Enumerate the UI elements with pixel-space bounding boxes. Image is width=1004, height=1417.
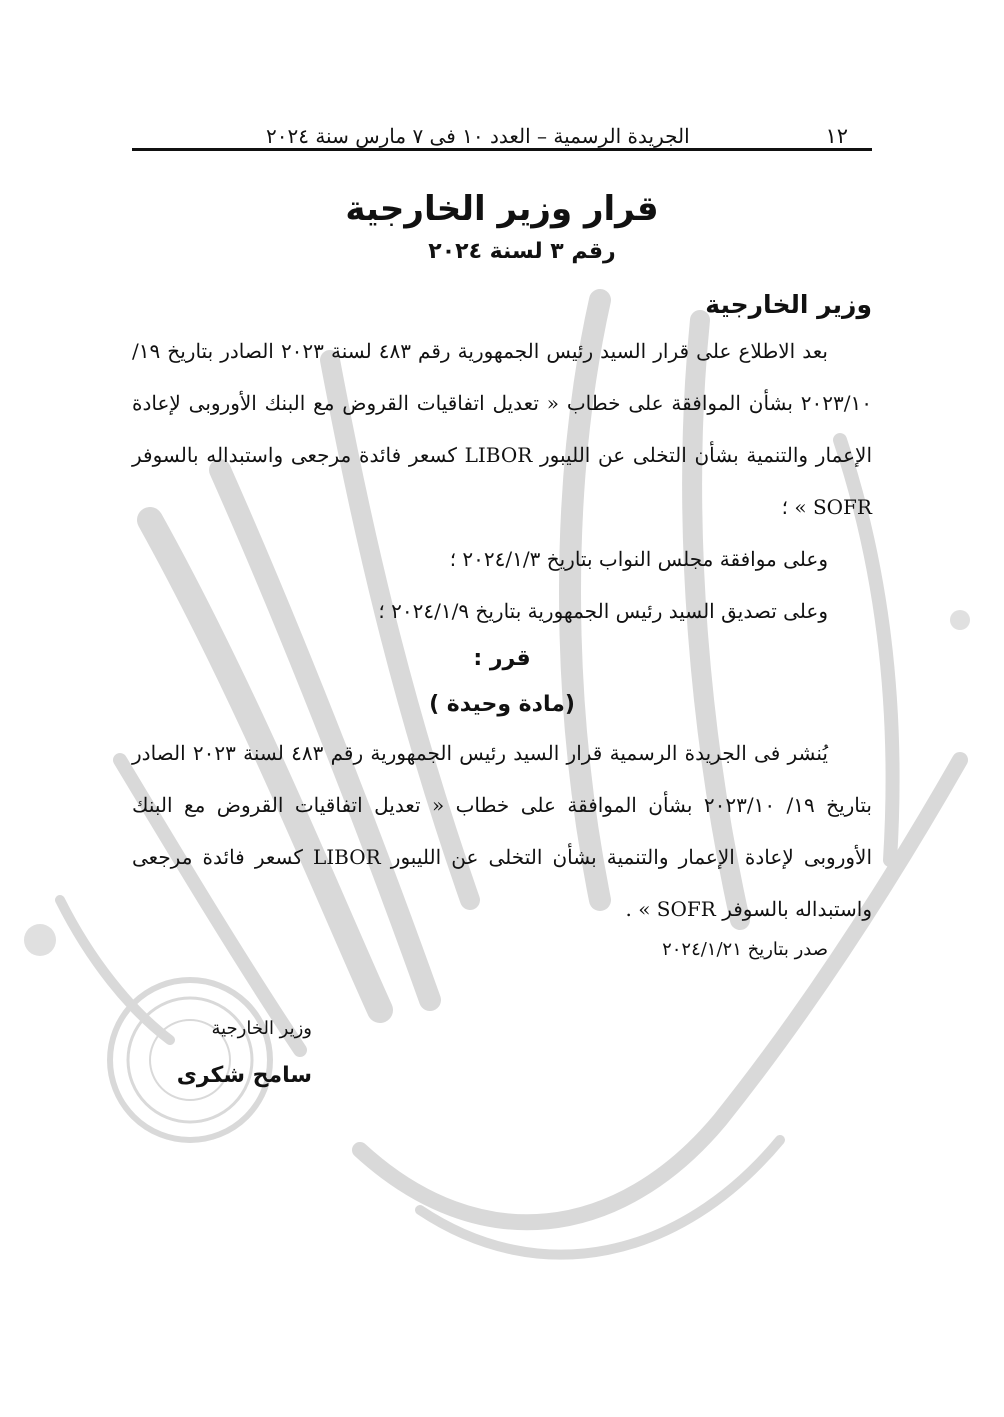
document-subtitle: رقم ٣ لسنة ٢٠٢٤ bbox=[428, 239, 616, 264]
article-body: يُنشر فى الجريدة الرسمية قرار السيد رئيس الجمهورية رقم ٤٨٣ لسنة ٢٠٢٣ الصادر بتاريخ ١٩/ ٢٠٢٣/١٠ بشأن الموافقة على خطاب « تعديل اتفاقيات القروض مع البنك الأوروبى لإعادة الإعمار والتنمية بشأن التخلى عن الليبور LIBOR كسعر فائدة مرجعى واستبداله بالسوفر SOFR » . bbox=[132, 741, 872, 921]
issued-date: صدر بتاريخ ٢٠٢٤/١/٢١ bbox=[662, 939, 828, 960]
document-page bbox=[132, 108, 872, 965]
publication-line: الجريدة الرسمية – العدد ١٠ فى ٧ مارس سنة ٢٠٢٤ bbox=[266, 124, 690, 148]
signatory-role: وزير الخارجية bbox=[211, 1018, 312, 1039]
page-number: ١٢ bbox=[825, 124, 848, 148]
issuer-heading: وزير الخارجية bbox=[705, 290, 872, 319]
document-title: قرار وزير الخارجية bbox=[345, 189, 659, 229]
article-heading: (مادة وحيدة ) bbox=[429, 692, 575, 717]
preamble-paragraph: بعد الاطلاع على قرار السيد رئيس الجمهورية رقم ٤٨٣ لسنة ٢٠٢٣ الصادر بتاريخ ١٩/ ٢٠٢٣/١٠ بشأن الموافقة على خطاب « تعديل اتفاقيات القروض مع البنك الأوروبى لإعادة الإعمار والتنمية بشأن التخلى عن الليبور LIBOR كسعر فائدة مرجعى واستبداله بالسوفر SOFR » ؛ bbox=[132, 339, 872, 519]
running-header bbox=[132, 108, 872, 151]
decided-label: قرر : bbox=[473, 646, 531, 671]
preamble-paragraph: وعلى موافقة مجلس النواب بتاريخ ٢٠٢٤/١/٣ ؛ bbox=[449, 547, 828, 571]
preamble-paragraph: وعلى تصديق السيد رئيس الجمهورية بتاريخ ٢٠٢٤/١/٩ ؛ bbox=[378, 599, 828, 623]
signatory-name: سامح شكرى bbox=[176, 1063, 312, 1088]
signature-block bbox=[172, 1014, 312, 1096]
